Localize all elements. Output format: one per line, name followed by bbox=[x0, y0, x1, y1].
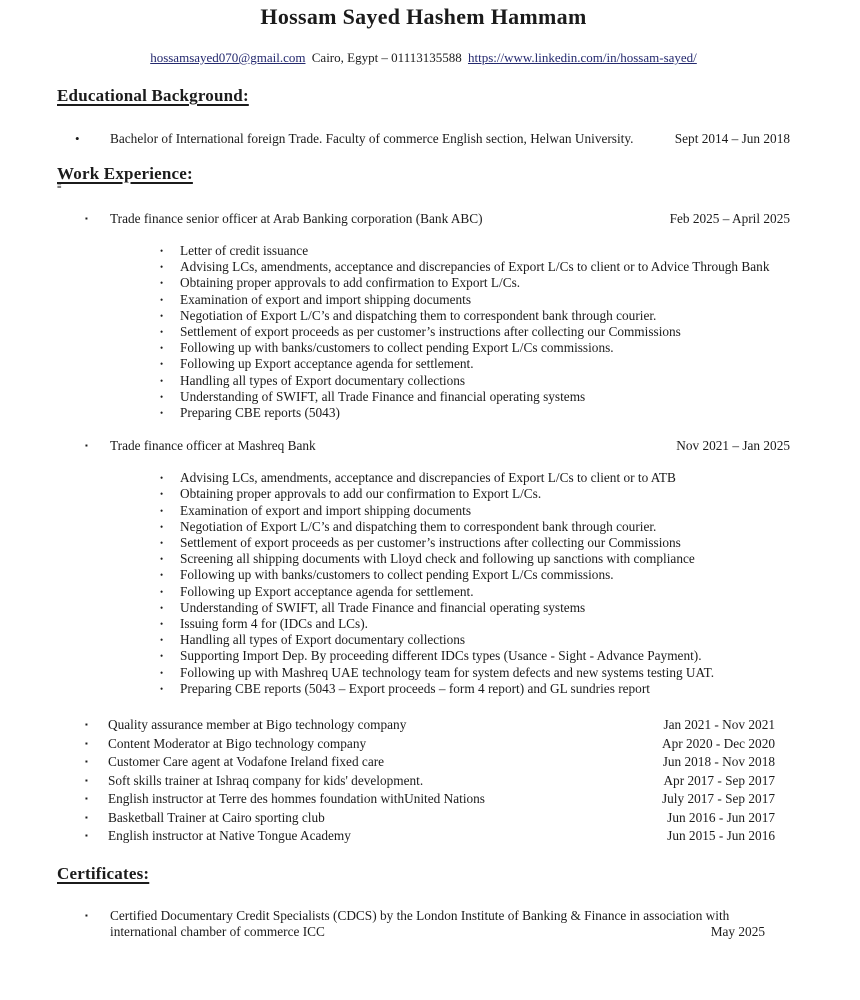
certificate-text bbox=[110, 908, 790, 940]
dot-bullet-icon: • bbox=[160, 391, 164, 402]
duty-text: Preparing CBE reports (5043) bbox=[180, 405, 340, 421]
dot-bullet-icon: • bbox=[160, 246, 164, 256]
duty-text: Negotiation of Export L/C’s and dispatching them to correspondent bank through courier. bbox=[180, 307, 657, 323]
duty-item bbox=[160, 535, 790, 551]
certificate-line1: Certified Documentary Credit Specialists (CDCS) by the London Institute of Banking & Finance in association with bbox=[110, 907, 730, 923]
duty-text: Supporting Import Dep. By proceeding different IDCs types (Usance - Sight - Advance Payment). bbox=[180, 648, 702, 664]
role-title: Basketball Trainer at Cairo sporting club bbox=[108, 809, 325, 825]
duty-text: Settlement of export proceeds as per customer’s instructions after collecting our Commissions bbox=[180, 535, 681, 551]
job-entry bbox=[57, 438, 790, 697]
role-row bbox=[57, 716, 790, 735]
duty-text: Obtaining proper approvals to add our confirmation to Export L/Cs. bbox=[180, 486, 542, 502]
education-item bbox=[57, 131, 790, 147]
duty-text: Following up Export acceptance agenda for settlement. bbox=[180, 583, 474, 599]
role-date: July 2017 - Sep 2017 bbox=[661, 791, 775, 807]
duty-item bbox=[160, 519, 790, 535]
duty-item bbox=[160, 292, 790, 308]
page-title: Hossam Sayed Hashem Hammam bbox=[260, 4, 587, 29]
certificate-date: May 2025 bbox=[710, 923, 765, 939]
duty-text: Understanding of SWIFT, all Trade Finance and financial operating systems bbox=[180, 388, 586, 404]
duty-text: Following up Export acceptance agenda for settlement. bbox=[180, 356, 474, 372]
text-artifact: ≡ bbox=[57, 182, 62, 191]
job-entry bbox=[57, 211, 790, 421]
square-bullet-icon: ▪ bbox=[85, 831, 88, 841]
role-title: English instructor at Terre des hommes foundation withUnited Nations bbox=[108, 791, 485, 807]
email-link[interactable]: hossamsayed070@gmail.com bbox=[150, 50, 306, 65]
square-bullet-icon: ▪ bbox=[85, 720, 88, 730]
dot-bullet-icon: • bbox=[160, 619, 164, 630]
role-date: Apr 2020 - Dec 2020 bbox=[662, 735, 775, 751]
duty-item bbox=[160, 665, 790, 681]
dot-bullet-icon: • bbox=[160, 408, 164, 419]
location-phone-text: Cairo, Egypt – 01113135588 bbox=[311, 50, 462, 65]
dot-bullet-icon: • bbox=[160, 262, 164, 273]
duty-item bbox=[160, 405, 790, 421]
role-row bbox=[57, 790, 790, 809]
square-bullet-icon: ▪ bbox=[85, 812, 88, 822]
certificates-section-heading: Certificates: bbox=[57, 863, 150, 883]
square-bullet-icon: ▪ bbox=[85, 794, 88, 804]
square-bullet-icon: ▪ bbox=[85, 214, 88, 223]
duty-item bbox=[160, 356, 790, 372]
role-row bbox=[57, 827, 790, 846]
duty-text: Settlement of export proceeds as per customer’s instructions after collecting our Commissions bbox=[180, 324, 681, 340]
role-row bbox=[57, 772, 790, 791]
duty-item bbox=[160, 616, 790, 632]
dot-bullet-icon: • bbox=[160, 521, 164, 532]
education-item-date: Sept 2014 – Jun 2018 bbox=[674, 131, 790, 146]
dot-bullet-icon: • bbox=[160, 375, 164, 386]
linkedin-link[interactable]: https://www.linkedin.com/in/hossam-sayed/ bbox=[467, 50, 697, 65]
work-section-heading: Work Experience: ≡ bbox=[57, 164, 193, 191]
dot-bullet-icon: • bbox=[160, 635, 164, 646]
duty-item bbox=[160, 681, 790, 697]
duty-text: Following up with Mashreq UAE technology team for system defects and new systems testing UAT. bbox=[180, 664, 715, 680]
job-header bbox=[57, 211, 790, 227]
certificate-item bbox=[57, 908, 790, 940]
duty-item bbox=[160, 551, 790, 567]
duty-text: Handling all types of Export documentary collections bbox=[180, 372, 466, 388]
round-bullet-icon: • bbox=[75, 131, 80, 146]
duty-text: Advising LCs, amendments, acceptance and discrepancies of Export L/Cs to client or to Advice Through Bank bbox=[180, 259, 770, 275]
duty-text: Handling all types of Export documentary collections bbox=[180, 632, 466, 648]
role-date: Jun 2015 - Jun 2016 bbox=[667, 828, 775, 844]
role-date: Apr 2017 - Sep 2017 bbox=[663, 772, 775, 788]
education-section-heading: Educational Background: bbox=[57, 86, 249, 105]
job-duties-list bbox=[57, 470, 790, 697]
dot-bullet-icon: • bbox=[160, 327, 164, 338]
role-date: Jan 2021 - Nov 2021 bbox=[663, 717, 775, 733]
duty-item bbox=[160, 600, 790, 616]
dot-bullet-icon: • bbox=[160, 473, 164, 484]
dot-bullet-icon: • bbox=[160, 570, 164, 581]
square-bullet-icon: ▪ bbox=[85, 775, 88, 785]
dot-bullet-icon: • bbox=[160, 554, 164, 565]
other-roles-list bbox=[57, 716, 790, 846]
duty-item bbox=[160, 308, 790, 324]
square-bullet-icon: ▪ bbox=[85, 441, 88, 451]
dot-bullet-icon: • bbox=[160, 538, 164, 549]
duty-text: Issuing form 4 for (IDCs and LCs). bbox=[180, 616, 368, 632]
duty-item bbox=[160, 243, 790, 259]
job-date: Nov 2021 – Jan 2025 bbox=[676, 438, 790, 454]
contact-line bbox=[57, 50, 790, 66]
dot-bullet-icon: • bbox=[160, 602, 164, 613]
dot-bullet-icon: • bbox=[160, 667, 164, 678]
duty-item bbox=[160, 503, 790, 519]
role-row bbox=[57, 809, 790, 828]
job-duties-list bbox=[57, 243, 790, 421]
square-bullet-icon: ▪ bbox=[85, 910, 88, 920]
job-title: Trade finance senior officer at Arab Banking corporation (Bank ABC) bbox=[110, 211, 483, 226]
duty-text: Obtaining proper approvals to add confirmation to Export L/Cs. bbox=[180, 275, 521, 291]
duty-text: Negotiation of Export L/C’s and dispatching them to correspondent bank through courier. bbox=[180, 518, 657, 534]
role-title: Customer Care agent at Vodafone Ireland fixed care bbox=[108, 754, 385, 770]
duty-item bbox=[160, 259, 790, 275]
dot-bullet-icon: • bbox=[160, 278, 164, 289]
role-row bbox=[57, 735, 790, 754]
job-title: Trade finance officer at Mashreq Bank bbox=[110, 438, 316, 454]
role-date: Jun 2018 - Nov 2018 bbox=[662, 754, 775, 770]
role-title: Content Moderator at Bigo technology company bbox=[108, 735, 367, 751]
role-date: Jun 2016 - Jun 2017 bbox=[667, 809, 775, 825]
duty-item bbox=[160, 567, 790, 583]
duty-item bbox=[160, 275, 790, 291]
square-bullet-icon: ▪ bbox=[85, 738, 88, 748]
education-item-text: Bachelor of International foreign Trade. Faculty of commerce English section, Helwan University. bbox=[110, 131, 634, 146]
duty-item bbox=[160, 648, 790, 664]
duty-text: Letter of credit issuance bbox=[180, 243, 309, 258]
dot-bullet-icon: • bbox=[160, 683, 164, 694]
duty-item bbox=[160, 584, 790, 600]
duty-item bbox=[160, 486, 790, 502]
role-title: Quality assurance member at Bigo technology company bbox=[108, 717, 407, 733]
dot-bullet-icon: • bbox=[160, 343, 164, 354]
dot-bullet-icon: • bbox=[160, 310, 164, 321]
duty-text: Following up with banks/customers to collect pending Export L/Cs commissions. bbox=[180, 567, 614, 583]
square-bullet-icon: ▪ bbox=[85, 757, 88, 767]
role-title: Soft skills trainer at Ishraq company for kids' development. bbox=[108, 772, 424, 788]
dot-bullet-icon: • bbox=[160, 586, 164, 597]
duty-text: Preparing CBE reports (5043 – Export proceeds – form 4 report) and GL sundries report bbox=[180, 680, 650, 696]
duty-item bbox=[160, 324, 790, 340]
job-date: Feb 2025 – April 2025 bbox=[669, 211, 790, 226]
role-title: English instructor at Native Tongue Academy bbox=[108, 828, 351, 844]
duty-item bbox=[160, 373, 790, 389]
duty-item bbox=[160, 470, 790, 486]
duty-text: Understanding of SWIFT, all Trade Finance and financial operating systems bbox=[180, 599, 586, 615]
dot-bullet-icon: • bbox=[160, 651, 164, 662]
duty-item bbox=[160, 340, 790, 356]
dot-bullet-icon: • bbox=[160, 359, 164, 370]
duty-text: Examination of export and import shipping documents bbox=[180, 291, 472, 307]
role-row bbox=[57, 753, 790, 772]
duty-text: Following up with banks/customers to collect pending Export L/Cs commissions. bbox=[180, 340, 614, 356]
duty-text: Screening all shipping documents with Lloyd check and following up sanctions with compliance bbox=[180, 551, 695, 567]
duty-text: Examination of export and import shipping documents bbox=[180, 502, 472, 518]
dot-bullet-icon: • bbox=[160, 505, 164, 516]
duty-text: Advising LCs, amendments, acceptance and discrepancies of Export L/Cs to client or to ATB bbox=[180, 470, 676, 486]
duty-item bbox=[160, 389, 790, 405]
dot-bullet-icon: • bbox=[160, 489, 164, 500]
job-header bbox=[57, 438, 790, 454]
certificate-line2: international chamber of commerce ICC bbox=[110, 923, 325, 939]
duty-item bbox=[160, 632, 790, 648]
dot-bullet-icon: • bbox=[160, 294, 164, 305]
